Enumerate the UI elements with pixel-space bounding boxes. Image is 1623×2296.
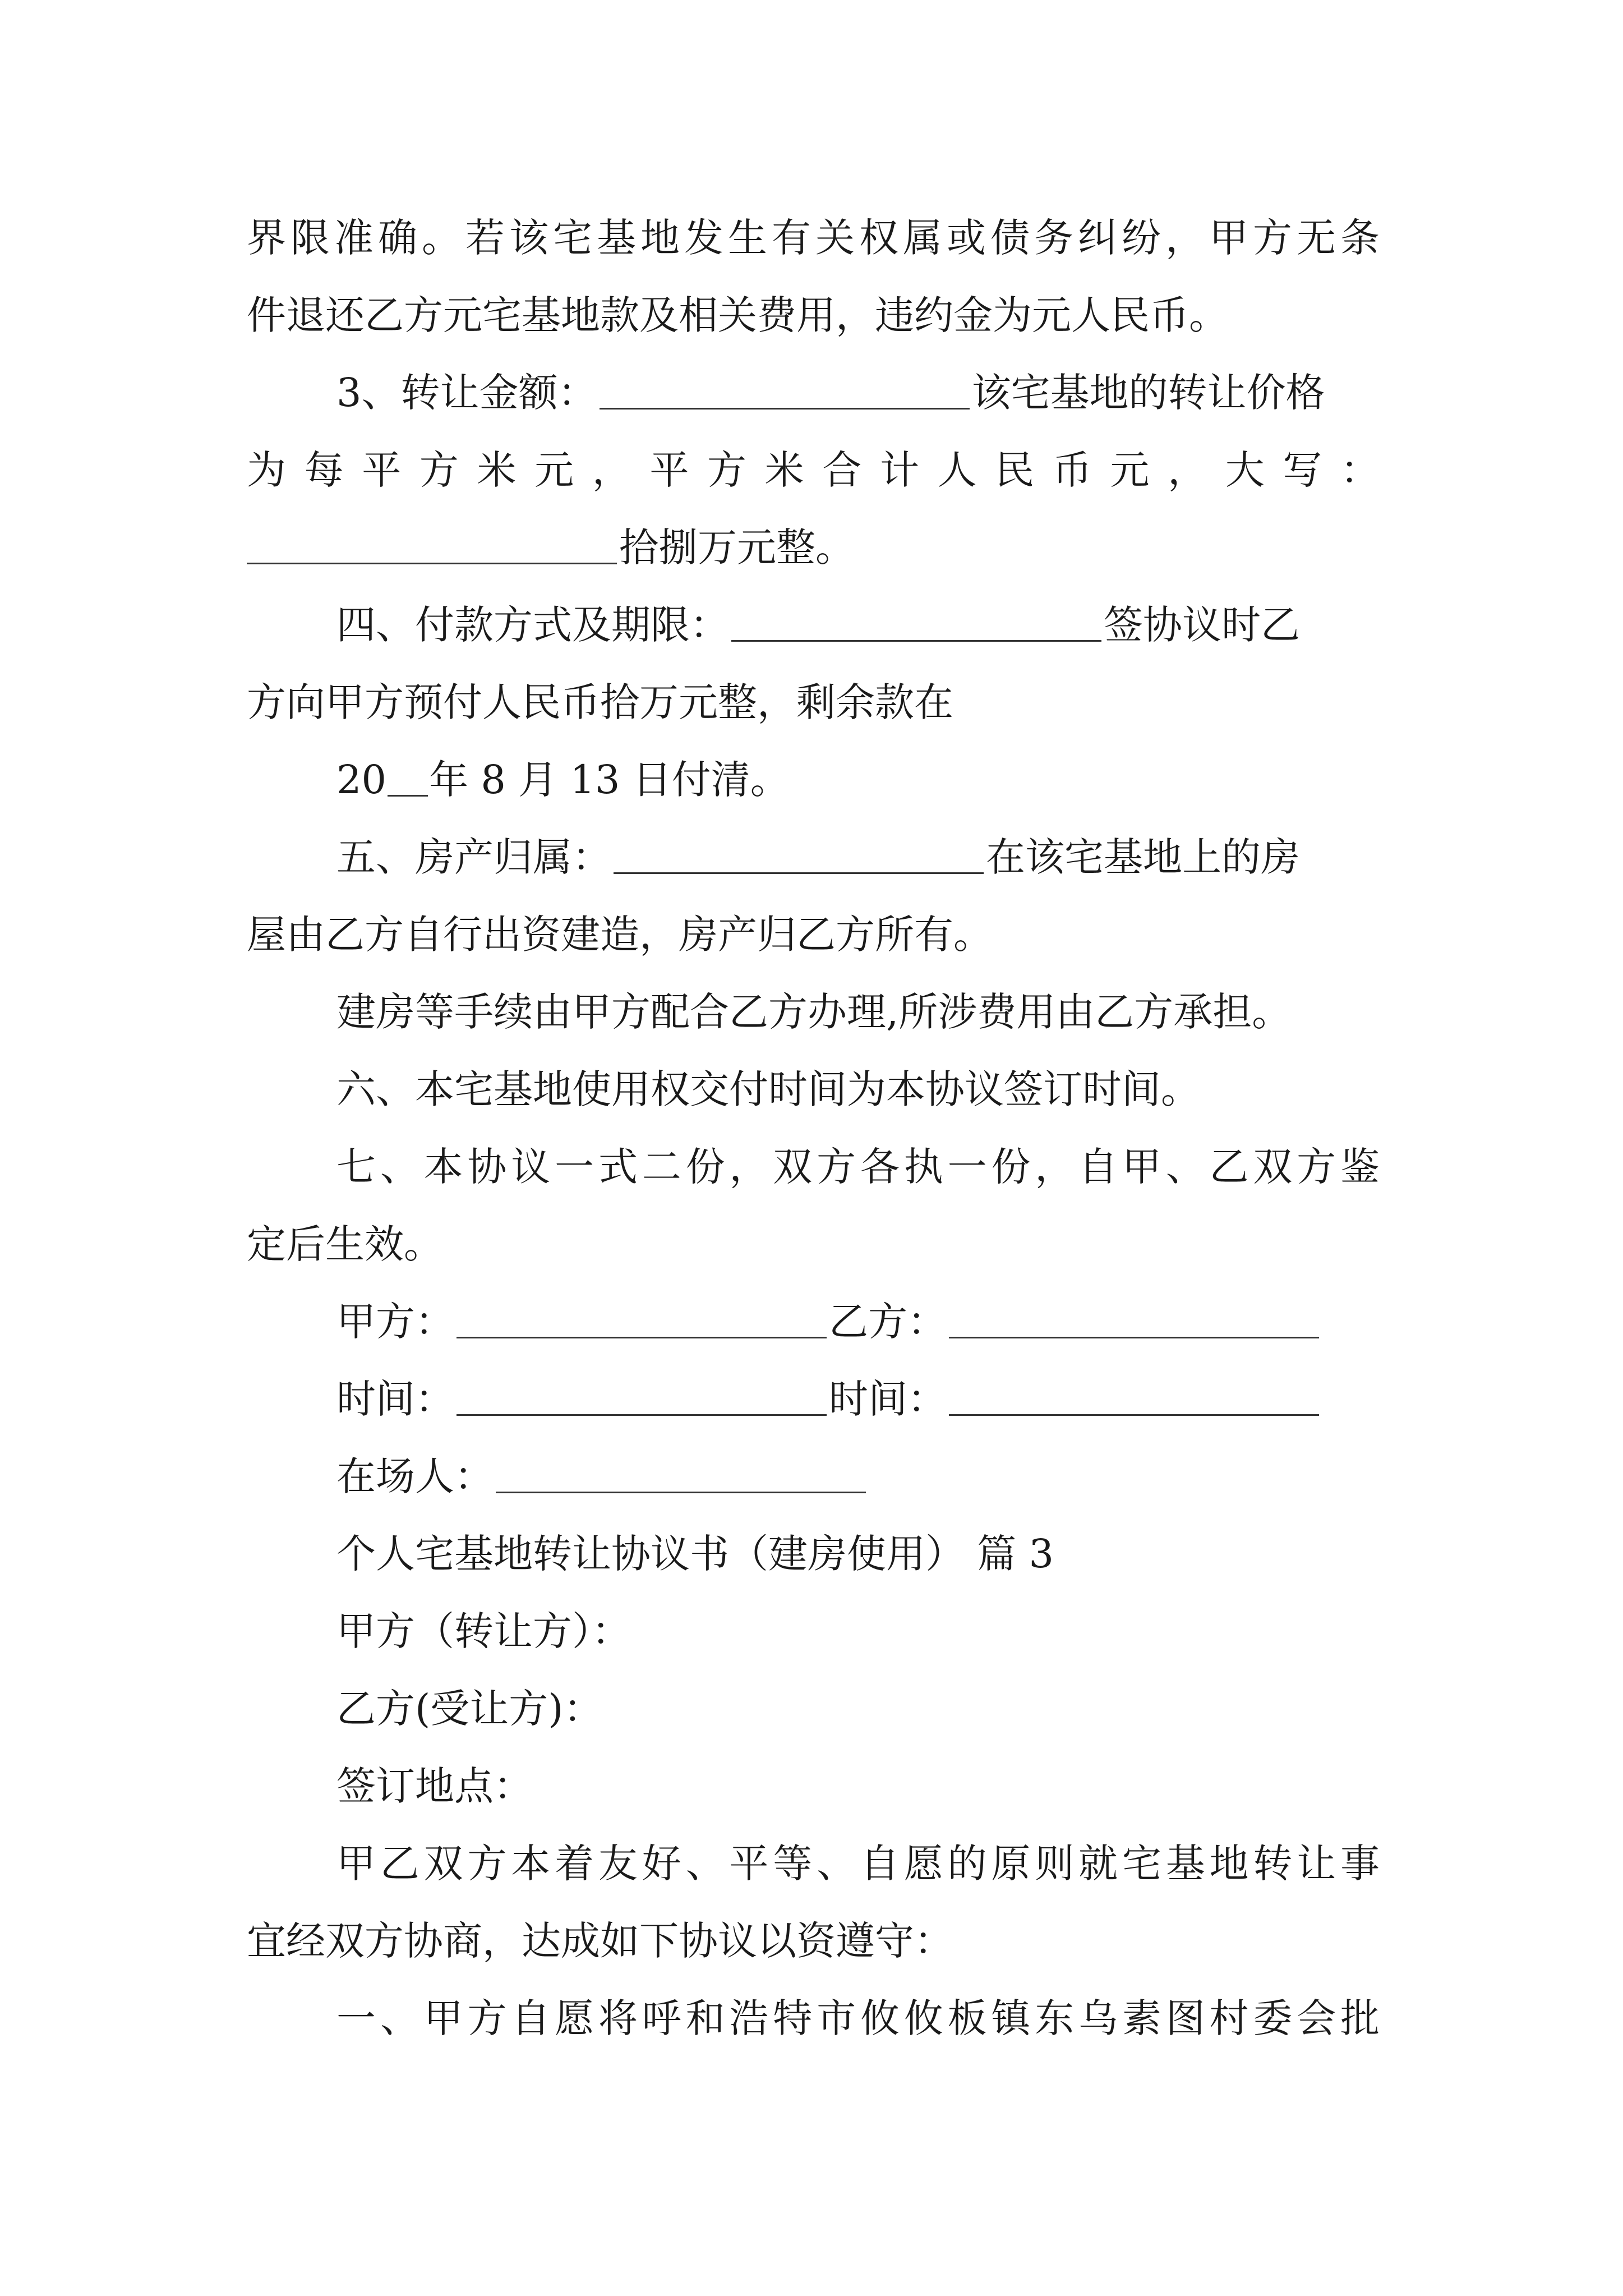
transfer-amount-line [336,354,1380,431]
paragraph-text: 20 [336,757,387,803]
fill-blank [496,1458,866,1493]
paragraph-line: 建房等手续由甲方配合乙方办理,所涉费用由乙方承担。 [336,989,1292,1035]
fill-blank [949,1303,1319,1338]
date-a-label: 时间： [336,1376,454,1422]
fill-blank [731,606,1101,642]
amount-words-line [247,509,1380,586]
date-b-label: 时间： [829,1376,947,1422]
fill-blank [457,1381,827,1416]
fill-blank [614,839,984,874]
paragraph-line: 乙方(受让方)： [336,1686,603,1732]
paragraph-line: 定后生效。 [247,1221,443,1267]
witness-label: 在场人： [336,1453,494,1499]
signature-party-line [336,1283,1380,1360]
fill-blank [949,1381,1319,1416]
payment-terms-label: 四、付款方式及期限： [336,602,729,648]
payment-terms-line [336,586,1380,664]
paragraph-line: 宜经双方协商，达成如下协议以资遵守： [247,1918,953,1964]
section-title: 个人宅基地转让协议书（建房使用） 篇 3 [336,1531,1054,1577]
fill-blank [388,761,428,797]
paragraph-line: 甲方（转让方）： [336,1608,631,1654]
paragraph-text: 拾捌万元整。 [619,524,855,570]
paragraph-line: 界限准确。若该宅基地发生有关权属或债务纠纷，甲方无条 [247,215,1380,261]
party-b-label: 乙方： [829,1299,947,1345]
paragraph-line: 甲乙双方本着友好、平等、自愿的原则就宅基地转让事 [336,1841,1380,1887]
paragraph-line: 为每平方米元，平方米合计人民币元，大写： [247,447,1380,493]
fill-blank [247,529,617,564]
fill-blank [600,374,970,409]
paragraph-line: 一、甲方自愿将呼和浩特市攸攸板镇东乌素图村委会批 [336,1995,1380,2041]
fill-blank [457,1303,827,1338]
paragraph-line: 屋由乙方自行出资建造，房产归乙方所有。 [247,912,993,958]
signature-date-line [336,1360,1380,1438]
paragraph-line: 七、本协议一式二份，双方各执一份，自甲、乙双方鉴 [336,1144,1380,1190]
paragraph-line: 六、本宅基地使用权交付时间为本协议签订时间。 [336,1066,1200,1112]
paragraph-text: 年 8 月 13 日付清。 [429,757,790,803]
property-ownership-label: 五、房产归属： [336,834,611,880]
paragraph-line: 件退还乙方元宅基地款及相关费用，违约金为元人民币。 [247,292,1228,338]
party-a-label: 甲方： [336,1299,454,1345]
paragraph-text: 在该宅基地上的房 [986,834,1300,880]
paragraph-line: 方向甲方预付人民币拾万元整，剩余款在 [247,679,953,725]
paragraph-line: 签订地点： [336,1763,533,1809]
property-ownership-line [336,818,1380,896]
witness-line [336,1438,1380,1515]
paragraph-text: 该宅基地的转让价格 [971,370,1325,416]
transfer-amount-label: 3、转让金额： [336,370,597,416]
paragraph-text: 签协议时乙 [1104,602,1300,648]
payment-date-line [336,741,1380,818]
